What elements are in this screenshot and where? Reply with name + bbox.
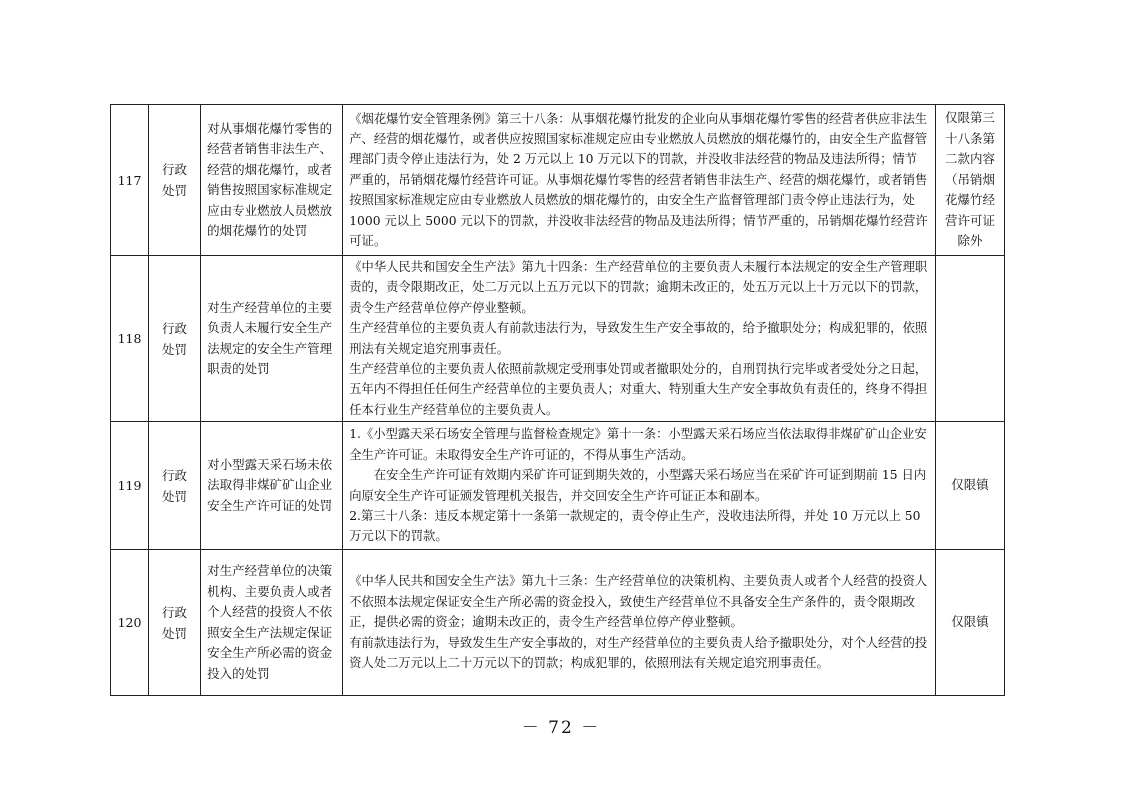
legal-basis-paragraph: 《烟花爆竹安全管理条例》第三十八条：从事烟花爆竹批发的企业向从事烟花爆竹零售的经营者供应非法生产、经营的烟花爆竹，或者供应按照国家标准规定应由专业燃放人员燃放的烟花爆竹的，由安全生产监督管理部门责令停止违法行为，处 2 万元以上 10 万元以下的罚款，并没收非法经营的物品及违法所得；情节严重的，吊销烟花爆竹经营许可证。从事烟花爆竹零售的经营者销售非法生产、经营的烟花爆竹，或者销售按照国家标准规定应由专业燃放人员燃放的烟花爆竹的，由安全生产监督管理部门责令停止违法行为，处 1000 元以上 5000 元以下的罚款，并没收非法经营的物品及违法所得；情节严重的，吊销烟花爆竹经营许可证。 [349, 111, 928, 249]
penalty-item: 对从事烟花爆竹零售的经营者销售非法生产、经营的烟花爆竹，或者销售按照国家标准规定应由专业燃放人员燃放的烟花爆竹的处罚 [201, 105, 343, 256]
penalty-type-line: 行政 [162, 604, 188, 620]
table-row [111, 256, 1005, 422]
row-number: 120 [111, 550, 149, 696]
legal-basis-paragraph: 在安全生产许可证有效期内采矿许可证到期失效的，小型露天采石场应当在采矿许可证到期前 15 日内向原安全生产许可证颁发管理机关报告，并交回安全生产许可证正本和副本。 [349, 468, 927, 503]
legal-basis-paragraph: 《中华人民共和国安全生产法》第九十四条：生产经营单位的主要负责人未履行本法规定的安全生产管理职责的，责令限期改正，处二万元以上五万元以下的罚款；逾期未改正的，处五万元以上十万元以下的罚款，责令生产经营单位停产停业整顿。 [349, 259, 928, 315]
table-row [111, 550, 1005, 696]
legal-basis-paragraph: 生产经营单位的主要负责人依照前款规定受刑事处罚或者撤职处分的，自刑罚执行完毕或者受处分之日起，五年内不得担任任何生产经营单位的主要负责人；对重大、特别重大生产安全事故负有责任的，终身不得担任本行业生产经营单位的主要负责人。 [349, 361, 928, 417]
penalty-type [149, 105, 201, 256]
note [935, 256, 1004, 422]
legal-basis [343, 550, 936, 696]
legal-basis-paragraph: 有前款违法行为，导致发生生产安全事故的，对生产经营单位的主要负责人给予撤职处分，对个人经营的投资人处二万元以上二十万元以下的罚款；构成犯罪的，依照刑法有关规定追究刑事责任。 [349, 635, 928, 671]
note: 仅限镇 [935, 550, 1004, 696]
legal-basis-paragraph: 《中华人民共和国安全生产法》第九十三条：生产经营单位的决策机构、主要负责人或者个人经营的投资人不依照本法规定保证安全生产所必需的资金投入，致使生产经营单位不具备安全生产条件的，责令限期改正，提供必需的资金；逾期未改正的，责令生产经营单位停产停业整顿。 [349, 574, 928, 630]
penalty-type-line: 处罚 [162, 625, 188, 641]
row-number: 117 [111, 105, 149, 256]
legal-basis [343, 422, 936, 550]
penalty-type-line: 处罚 [162, 341, 188, 357]
legal-basis-paragraph: 2.第三十八条：违反本规定第十一条第一款规定的，责令停止生产，没收违法所得，并处 10 万元以上 50 万元以下的罚款。 [349, 508, 921, 544]
note: 仅限第三十八条第二款内容（吊销烟花爆竹经营许可证除外 [935, 105, 1004, 256]
enforcement-table [110, 104, 1005, 696]
penalty-type [149, 422, 201, 550]
row-number: 119 [111, 422, 149, 550]
penalty-type [149, 550, 201, 696]
table-row [111, 105, 1005, 256]
legal-basis-paragraph: 生产经营单位的主要负责人有前款违法行为，导致发生生产安全事故的，给予撤职处分；构成犯罪的，依照刑法有关规定追究刑事责任。 [349, 321, 928, 356]
penalty-type-line: 行政 [162, 467, 188, 483]
legal-basis [343, 256, 936, 422]
penalty-type-line: 行政 [162, 162, 188, 177]
penalty-item: 对生产经营单位的主要负责人未履行安全生产法规定的安全生产管理职责的处罚 [201, 256, 343, 422]
page-number: － 72 － [521, 718, 601, 738]
penalty-type-line: 行政 [162, 320, 188, 336]
penalty-type-line: 处罚 [162, 183, 188, 198]
penalty-item: 对小型露天采石场未依法取得非煤矿矿山企业安全生产许可证的处罚 [201, 422, 343, 550]
table-row [111, 422, 1005, 550]
penalty-type-line: 处罚 [162, 488, 188, 504]
row-number: 118 [111, 256, 149, 422]
penalty-item: 对生产经营单位的决策机构、主要负责人或者个人经营的投资人不依照安全生产法规定保证安全生产所必需的资金投入的处罚 [201, 550, 343, 696]
penalty-type [149, 256, 201, 422]
legal-basis [343, 105, 936, 256]
note: 仅限镇 [935, 422, 1004, 550]
legal-basis-paragraph: 1.《小型露天采石场安全管理与监督检查规定》第十一条：小型露天采石场应当依法取得非煤矿矿山企业安全生产许可证。未取得安全生产许可证的，不得从事生产活动。 [349, 427, 927, 462]
